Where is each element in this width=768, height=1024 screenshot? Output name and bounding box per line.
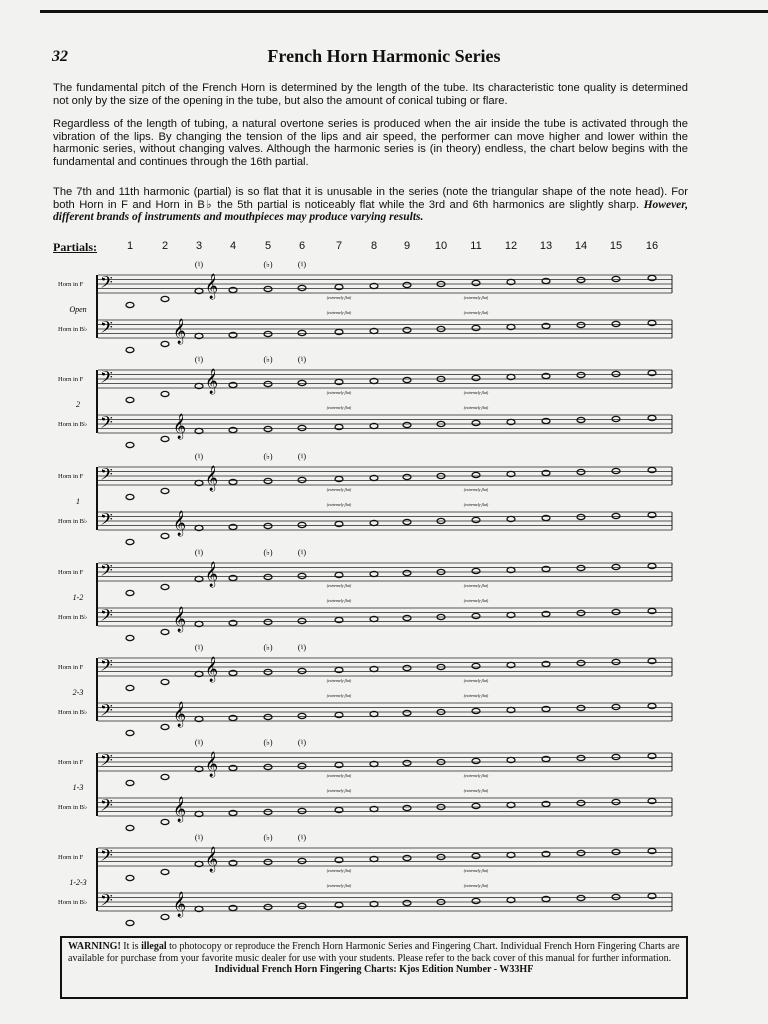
note-head (126, 302, 134, 307)
bass-clef-icon: 𝄢 (100, 272, 113, 296)
note-head (472, 517, 480, 522)
extremely-flat-note: (extremely flat) (326, 390, 352, 395)
extremely-flat-note: (extremely flat) (326, 678, 352, 683)
note-head (126, 920, 134, 925)
fingering-label: 1-3 (72, 783, 84, 792)
fingering-label: 1-2-3 (69, 878, 87, 887)
note-head (403, 760, 411, 765)
note-head (161, 679, 169, 684)
accidental-mark: (♭) (263, 452, 273, 461)
accidental-mark: (♭) (263, 260, 273, 269)
note-head (126, 397, 134, 402)
treble-clef-icon: 𝄞 (205, 466, 219, 491)
extremely-flat-note: (extremely flat) (463, 310, 489, 315)
note-head (161, 584, 169, 589)
note-head (472, 898, 480, 903)
note-head (612, 754, 620, 759)
extremely-flat-note: (extremely flat) (463, 405, 489, 410)
note-head (472, 325, 480, 330)
note-head (403, 570, 411, 575)
partial-number: 10 (434, 240, 448, 252)
note-head (161, 869, 169, 874)
note-head (126, 685, 134, 690)
partial-number: 11 (470, 240, 482, 252)
horn-in-f-label: Horn in F (58, 664, 84, 671)
extremely-flat-note: (extremely flat) (463, 773, 489, 778)
note-head (403, 805, 411, 810)
note-head (403, 422, 411, 427)
note-head (264, 478, 272, 483)
note-head (298, 522, 306, 527)
warning-footer: Individual French Horn Fingering Charts: Kjos Edition Number - W33HF (214, 964, 534, 975)
fingering-label: Open (69, 305, 87, 314)
horn-in-bb-label: Horn in B♭ (58, 421, 88, 428)
note-head (161, 533, 169, 538)
partial-number: 6 (298, 240, 306, 252)
note-head (126, 635, 134, 640)
treble-clef-icon: 𝄞 (173, 414, 187, 439)
note-head (612, 276, 620, 281)
note-head (612, 659, 620, 664)
note-head (472, 375, 480, 380)
bass-clef-icon: 𝄢 (100, 412, 113, 436)
note-head (298, 668, 306, 673)
partial-number: 15 (609, 240, 623, 252)
note-head (264, 904, 272, 909)
extremely-flat-note: (extremely flat) (326, 583, 352, 588)
note-head (403, 377, 411, 382)
note-head (577, 705, 585, 710)
note-head (403, 900, 411, 905)
note-head (612, 704, 620, 709)
accidental-mark: (♮) (194, 738, 204, 747)
note-head (403, 519, 411, 524)
partial-number: 12 (504, 240, 518, 252)
partial-number: 2 (161, 240, 169, 252)
accidental-mark: (♮) (194, 548, 204, 557)
warning-text-b: to photocopy or reproduce the French Horn Harmonic Series and Fingering Chart. Individual French Horn Fingering Charts are available for purchase from your favorite music dealer for use with your students. Please refer to the back cover of this manual for further information. (68, 941, 680, 964)
treble-clef-icon: 𝄞 (205, 562, 219, 587)
partial-number: 1 (126, 240, 134, 252)
note-head (577, 800, 585, 805)
note-head (126, 825, 134, 830)
note-head (298, 903, 306, 908)
note-head (264, 619, 272, 624)
note-head (472, 663, 480, 668)
extremely-flat-note: (extremely flat) (326, 868, 352, 873)
note-head (472, 708, 480, 713)
horn-in-bb-label: Horn in B♭ (58, 518, 88, 525)
warning-box (60, 936, 688, 999)
accidental-mark: (♮) (194, 260, 204, 269)
note-head (612, 468, 620, 473)
horn-in-f-label: Horn in F (58, 854, 84, 861)
note-head (403, 710, 411, 715)
accidental-mark: (♮) (194, 355, 204, 364)
note-head (161, 391, 169, 396)
note-head (472, 803, 480, 808)
note-head (264, 809, 272, 814)
partials-paragraph-text: The 7th and 11th harmonic (partial) is so flat that it is unusable in the series (note the triangular shape of the note head). For both Horn in F and Horn in B♭ the 5th partial is noticeably flat while the 3rd and 6th harmonics are slightly sharp. (53, 186, 688, 211)
note-head (612, 371, 620, 376)
note-head (264, 714, 272, 719)
note-head (161, 296, 169, 301)
note-head (577, 850, 585, 855)
note-head (264, 381, 272, 386)
partial-number: 9 (403, 240, 411, 252)
extremely-flat-note: (extremely flat) (463, 502, 489, 507)
note-head (403, 855, 411, 860)
fingering-label: 2 (76, 400, 80, 409)
extremely-flat-note: (extremely flat) (463, 487, 489, 492)
note-head (161, 436, 169, 441)
bass-clef-icon: 𝄢 (100, 795, 113, 819)
note-head (472, 613, 480, 618)
note-head (126, 494, 134, 499)
partial-number: 13 (539, 240, 553, 252)
note-head (577, 277, 585, 282)
horn-in-bb-label: Horn in B♭ (58, 614, 88, 621)
note-head (126, 347, 134, 352)
accidental-mark: (♭) (263, 548, 273, 557)
bass-clef-icon: 𝄢 (100, 655, 113, 679)
partial-number: 4 (229, 240, 237, 252)
note-head (161, 341, 169, 346)
note-head (577, 322, 585, 327)
extremely-flat-note: (extremely flat) (463, 295, 489, 300)
note-head (612, 564, 620, 569)
horn-in-f-label: Horn in F (58, 759, 84, 766)
page-title: French Horn Harmonic Series (267, 46, 501, 66)
treble-clef-icon: 𝄞 (205, 847, 219, 872)
bass-clef-icon: 𝄢 (100, 845, 113, 869)
note-head (264, 859, 272, 864)
extremely-flat-note: (extremely flat) (463, 598, 489, 603)
treble-clef-icon: 𝄞 (173, 702, 187, 727)
extremely-flat-note: (extremely flat) (326, 883, 352, 888)
note-head (126, 730, 134, 735)
note-head (126, 539, 134, 544)
extremely-flat-note: (extremely flat) (463, 883, 489, 888)
treble-clef-icon: 𝄞 (205, 657, 219, 682)
treble-clef-icon: 𝄞 (173, 607, 187, 632)
partial-number: 14 (574, 240, 588, 252)
extremely-flat-note: (extremely flat) (326, 487, 352, 492)
horn-in-bb-label: Horn in B♭ (58, 326, 88, 333)
note-head (472, 472, 480, 477)
treble-clef-icon: 𝄞 (173, 319, 187, 344)
note-head (472, 853, 480, 858)
accidental-mark: (♭) (263, 833, 273, 842)
note-head (298, 808, 306, 813)
overtone-paragraph: Regardless of the length of tubing, a natural overtone series is produced when the air inside the tube is activated through the vibration of the lips. By changing the tension of the lips and air speed, the performer can move higher and lower within the harmonic series, without changing valves. Although the harmonic series is (in theory) endless, the chart below begins with the fundamental and continues through the 16th partial. (53, 118, 688, 168)
bass-clef-icon: 𝄢 (100, 509, 113, 533)
bass-clef-icon: 𝄢 (100, 750, 113, 774)
treble-clef-icon: 𝄞 (173, 892, 187, 917)
accidental-mark: (♮) (194, 833, 204, 842)
treble-clef-icon: 𝄞 (173, 797, 187, 822)
note-head (298, 858, 306, 863)
horn-in-f-label: Horn in F (58, 473, 84, 480)
warning-text-a: It is (120, 941, 142, 952)
note-head (298, 425, 306, 430)
horn-in-f-label: Horn in F (58, 569, 84, 576)
note-head (161, 488, 169, 493)
note-head (264, 669, 272, 674)
note-head (298, 713, 306, 718)
extremely-flat-note: (extremely flat) (463, 868, 489, 873)
extremely-flat-note: (extremely flat) (326, 598, 352, 603)
extremely-flat-note: (extremely flat) (326, 773, 352, 778)
partial-number: 8 (370, 240, 378, 252)
note-head (161, 819, 169, 824)
note-head (577, 469, 585, 474)
note-head (264, 764, 272, 769)
page-number: 32 (52, 48, 68, 65)
bass-clef-icon: 𝄢 (100, 317, 113, 341)
note-head (161, 914, 169, 919)
note-head (264, 331, 272, 336)
note-head (126, 442, 134, 447)
note-head (612, 321, 620, 326)
extremely-flat-note: (extremely flat) (326, 502, 352, 507)
extremely-flat-note: (extremely flat) (463, 693, 489, 698)
bass-clef-icon: 𝄢 (100, 367, 113, 391)
note-head (126, 590, 134, 595)
note-head (298, 477, 306, 482)
note-head (403, 327, 411, 332)
note-head (612, 799, 620, 804)
note-head (126, 875, 134, 880)
note-head (612, 894, 620, 899)
extremely-flat-note: (extremely flat) (326, 310, 352, 315)
treble-clef-icon: 𝄞 (173, 511, 187, 536)
note-head (403, 282, 411, 287)
accidental-mark: (♭) (263, 738, 273, 747)
note-head (298, 380, 306, 385)
note-head (612, 849, 620, 854)
partial-number: 16 (645, 240, 659, 252)
note-head (403, 665, 411, 670)
note-head (612, 609, 620, 614)
note-head (264, 286, 272, 291)
horn-in-bb-label: Horn in B♭ (58, 804, 88, 811)
extremely-flat-note: (extremely flat) (326, 295, 352, 300)
accidental-mark: (♮) (297, 548, 307, 557)
partials-paragraph-emphasis: However, different brands of instruments and mouthpieces may produce varying results. (53, 198, 689, 224)
bass-clef-icon: 𝄢 (100, 464, 113, 488)
treble-clef-icon: 𝄞 (205, 752, 219, 777)
extremely-flat-note: (extremely flat) (463, 788, 489, 793)
accidental-mark: (♮) (297, 452, 307, 461)
bass-clef-icon: 𝄢 (100, 560, 113, 584)
accidental-mark: (♮) (297, 833, 307, 842)
note-head (472, 758, 480, 763)
extremely-flat-note: (extremely flat) (326, 693, 352, 698)
accidental-mark: (♭) (263, 643, 273, 652)
accidental-mark: (♮) (297, 260, 307, 269)
fingering-label: 2-3 (72, 688, 84, 697)
accidental-mark: (♮) (194, 452, 204, 461)
note-head (298, 330, 306, 335)
warning-lead: WARNING! (68, 941, 121, 952)
partial-number: 3 (195, 240, 203, 252)
note-head (161, 774, 169, 779)
fingering-label: 1-2 (72, 593, 84, 602)
note-head (264, 426, 272, 431)
warning-text (68, 941, 680, 964)
accidental-mark: (♭) (263, 355, 273, 364)
note-head (126, 780, 134, 785)
bass-clef-icon: 𝄢 (100, 700, 113, 724)
note-head (472, 420, 480, 425)
partial-number: 5 (264, 240, 272, 252)
note-head (577, 565, 585, 570)
extremely-flat-note: (extremely flat) (463, 390, 489, 395)
horn-in-bb-label: Horn in B♭ (58, 899, 88, 906)
extremely-flat-note: (extremely flat) (326, 788, 352, 793)
note-head (577, 755, 585, 760)
note-head (577, 610, 585, 615)
note-head (298, 618, 306, 623)
intro-paragraph: The fundamental pitch of the French Horn is determined by the length of the tube. Its characteristic tone quality is determined not only by the size of the opening in the tube, but also the amount of conical tubing or flare. (53, 82, 688, 107)
accidental-mark: (♮) (297, 738, 307, 747)
note-head (577, 372, 585, 377)
accidental-mark: (♮) (297, 643, 307, 652)
note-head (264, 523, 272, 528)
fingering-label: 1 (76, 497, 80, 506)
horn-in-bb-label: Horn in B♭ (58, 709, 88, 716)
horn-in-f-label: Horn in F (58, 281, 84, 288)
note-head (264, 574, 272, 579)
note-head (403, 615, 411, 620)
note-head (161, 724, 169, 729)
warning-illegal: illegal (141, 941, 167, 952)
note-head (612, 416, 620, 421)
note-head (298, 573, 306, 578)
note-head (472, 568, 480, 573)
accidental-mark: (♮) (297, 355, 307, 364)
horn-in-f-label: Horn in F (58, 376, 84, 383)
note-head (612, 513, 620, 518)
treble-clef-icon: 𝄞 (205, 369, 219, 394)
note-head (577, 660, 585, 665)
note-head (403, 474, 411, 479)
note-head (577, 895, 585, 900)
note-head (298, 285, 306, 290)
note-head (161, 629, 169, 634)
accidental-mark: (♮) (194, 643, 204, 652)
partials-label: Partials: (53, 240, 97, 254)
extremely-flat-note: (extremely flat) (463, 583, 489, 588)
extremely-flat-note: (extremely flat) (463, 678, 489, 683)
treble-clef-icon: 𝄞 (205, 274, 219, 299)
bass-clef-icon: 𝄢 (100, 890, 113, 914)
partial-number: 7 (335, 240, 343, 252)
note-head (577, 514, 585, 519)
extremely-flat-note: (extremely flat) (326, 405, 352, 410)
note-head (298, 763, 306, 768)
note-head (577, 417, 585, 422)
bass-clef-icon: 𝄢 (100, 605, 113, 629)
note-head (472, 280, 480, 285)
